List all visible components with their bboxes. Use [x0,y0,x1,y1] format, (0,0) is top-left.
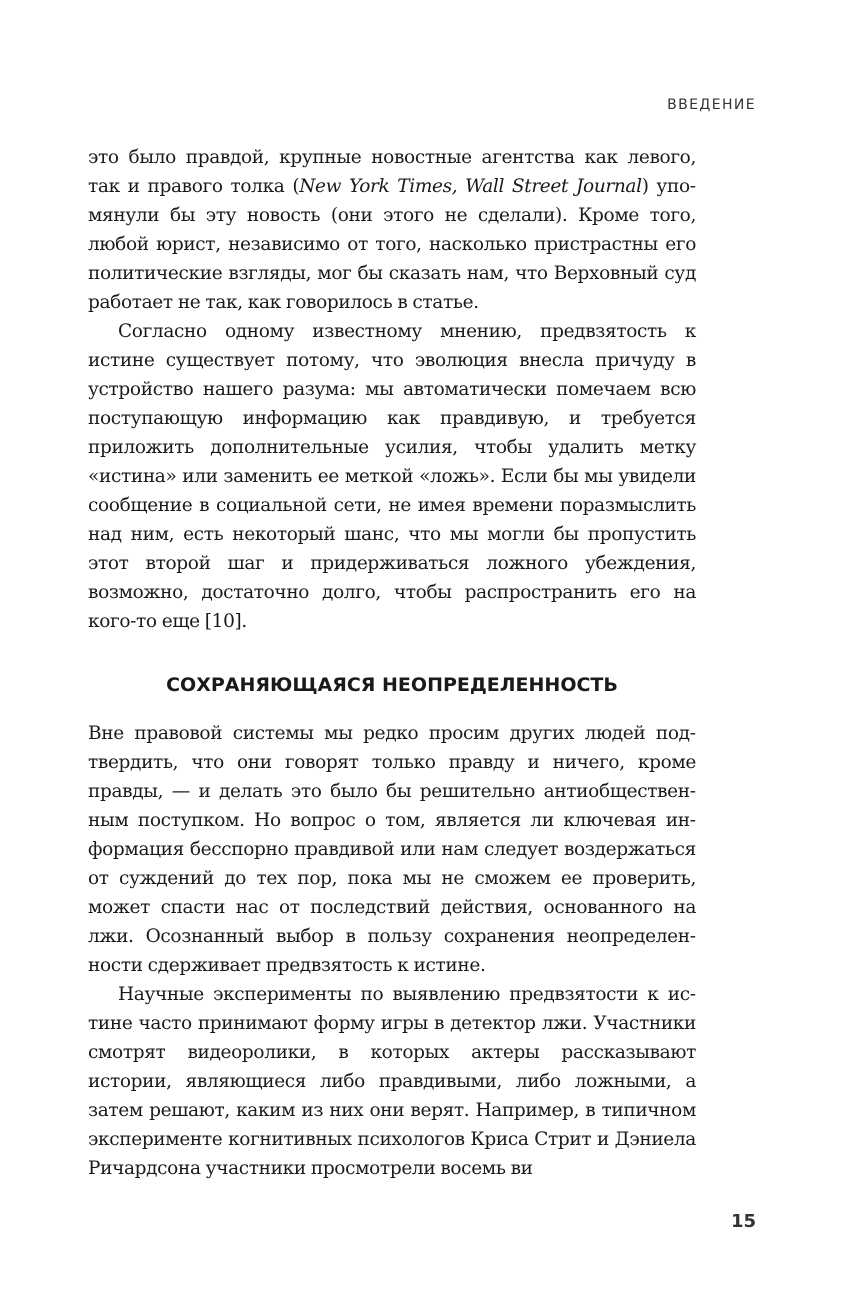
paragraph-text: это было правдой, крупные новостные агентства как левого, так и правого толка ( [88,147,696,197]
top-text-block [88,143,696,636]
section-text-block [88,719,696,1183]
paragraph-text: ) упомянули бы эту новость (они этого не сделали). Кроме того, любой юрист, независимо от того, насколько пристрастны его политические взгляды, мог бы сказать нам, что Верховный суд работает не так, как говорилось в статье. [88,176,696,313]
page-number: 15 [730,1211,756,1232]
section-heading: СОХРАНЯЮЩАЯСЯ НЕОПРЕДЕЛЕННОСТЬ [166,674,618,696]
paragraph-truth-bias-theory: Согласно одному известному мнению, предвзятость к истине существует потому, что эволюция внесла причуду в устройство нашего разума: мы автоматически помечаем всю поступающую информацию как правдивую, и требуется приложить дополнительные усилия, чтобы удалить метку «истина» или заменить ее меткой «ложь». Если бы мы увидели сообщение в социальной сети, не имея времени поразмыслить над ним, есть некоторый шанс, что мы могли бы пропустить этот второй шаг и придерживаться ложного убеждения, возможно, достаточно долго, чтобы распространить его на кого-то еще [10]. [88,321,696,632]
paragraph-experiments: Научные эксперименты по выявлению предвзятости к истине часто принимают форму игры в детектор лжи. Участники смотрят видеоролики, в которых актеры рассказывают истории, являющиеся либо правдивыми, либо ложными, а затем решают, каким из них они верят. Например, в типичном эксперименте когнитивных психологов Криса Стрит и Дэниела Ричардсона участники просмотрели восемь ви [88,984,696,1179]
italic-publication-names: New York Times, Wall Street Journal [299,176,642,197]
paragraph-continuation [88,143,696,317]
running-head: ВВЕДЕНИЕ [667,97,756,113]
paragraph-legal-system: Вне правовой системы мы редко просим других людей подтвердить, что они говорят только правду и ничего, кроме правды, — и делать это было бы решительно антиобщественным поступком. Но вопрос о том, является ли ключевая информация бесспорно правдивой или нам следует воздержаться от суждений до тех пор, пока мы не сможем ее проверить, может спасти нас от последствий действия, основанного на лжи. Осознанный выбор в пользу сохранения неопределенности сдерживает предвзятость к истине. [88,723,696,976]
